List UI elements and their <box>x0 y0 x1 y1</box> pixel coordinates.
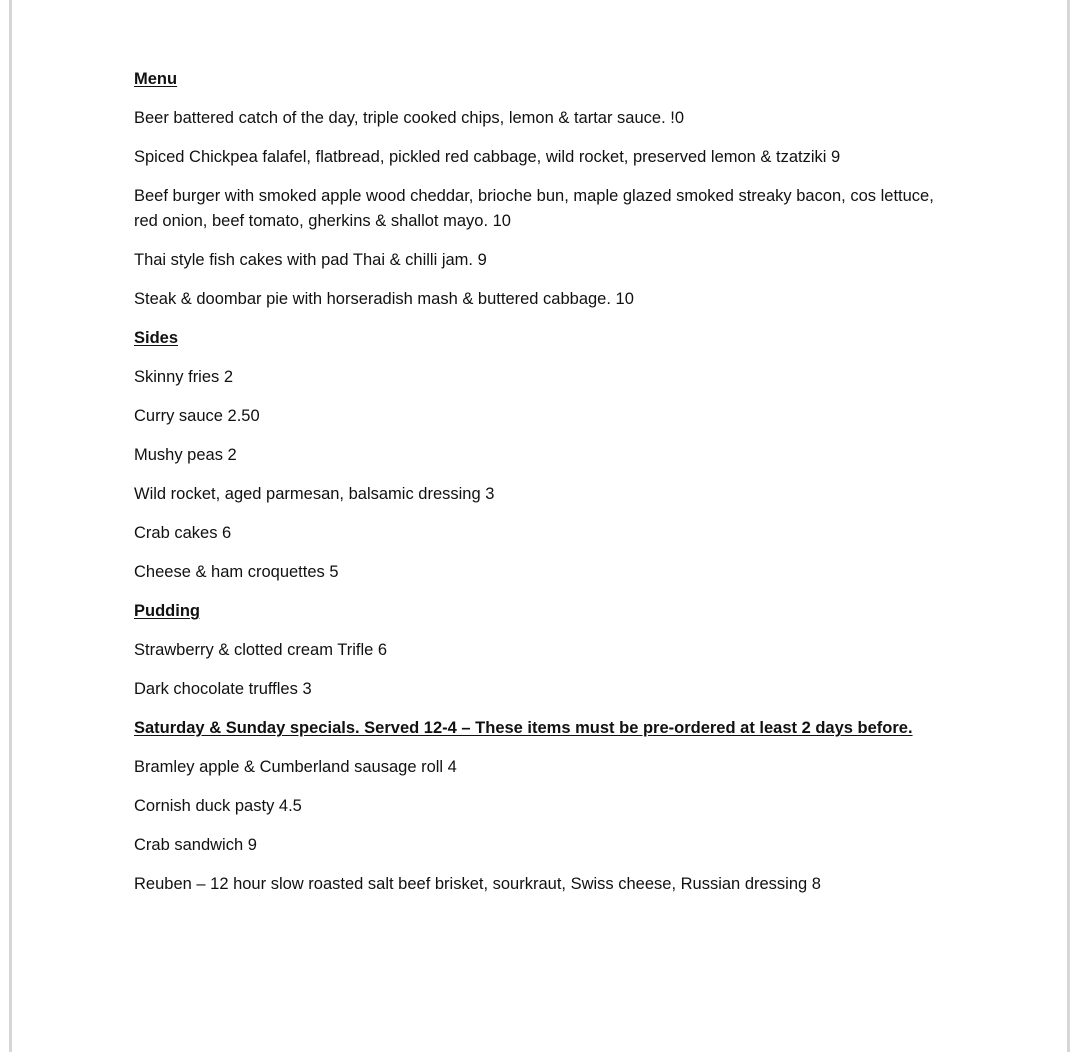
pudding-item: Strawberry & clotted cream Trifle 6 <box>134 641 388 659</box>
menu-item: Thai style fish cakes with pad Thai & chilli jam. 9 <box>134 251 487 269</box>
sides-item: Mushy peas 2 <box>134 446 237 464</box>
sides-item: Wild rocket, aged parmesan, balsamic dressing 3 <box>134 485 495 503</box>
sides-heading: Sides <box>134 329 179 347</box>
sides-item: Cheese & ham croquettes 5 <box>134 563 339 581</box>
menu-item: Beer battered catch of the day, triple cooked chips, lemon & tartar sauce. !0 <box>134 109 684 127</box>
page-edge-left <box>9 0 12 1052</box>
menu-heading: Menu <box>134 70 178 88</box>
sides-item: Curry sauce 2.50 <box>134 407 260 425</box>
specials-item: Cornish duck pasty 4.5 <box>134 797 302 815</box>
pudding-heading: Pudding <box>134 602 200 620</box>
menu-item: Spiced Chickpea falafel, flatbread, pickled red cabbage, wild rocket, preserved lemon & tzatziki 9 <box>134 148 841 166</box>
specials-item: Reuben – 12 hour slow roasted salt beef brisket, sourkraut, Swiss cheese, Russian dressing 8 <box>134 875 821 893</box>
pudding-item: Dark chocolate truffles 3 <box>134 680 312 698</box>
specials-heading: Saturday & Sunday specials. Served 12-4 – These items must be pre-ordered at least 2 days before. <box>134 719 913 737</box>
menu-item: Beef burger with smoked apple wood cheddar, brioche bun, maple glazed smoked streaky bacon, cos lettuce, red onion, beef tomato, gherkins & shallot mayo. 10 <box>134 187 934 230</box>
page-edge-right <box>1067 0 1070 1052</box>
sides-item: Crab cakes 6 <box>134 524 232 542</box>
menu-item: Steak & doombar pie with horseradish mash & buttered cabbage. 10 <box>134 290 634 308</box>
document-body <box>134 67 934 911</box>
specials-item: Bramley apple & Cumberland sausage roll 4 <box>134 758 457 776</box>
sides-item: Skinny fries 2 <box>134 368 234 386</box>
specials-item: Crab sandwich 9 <box>134 836 257 854</box>
